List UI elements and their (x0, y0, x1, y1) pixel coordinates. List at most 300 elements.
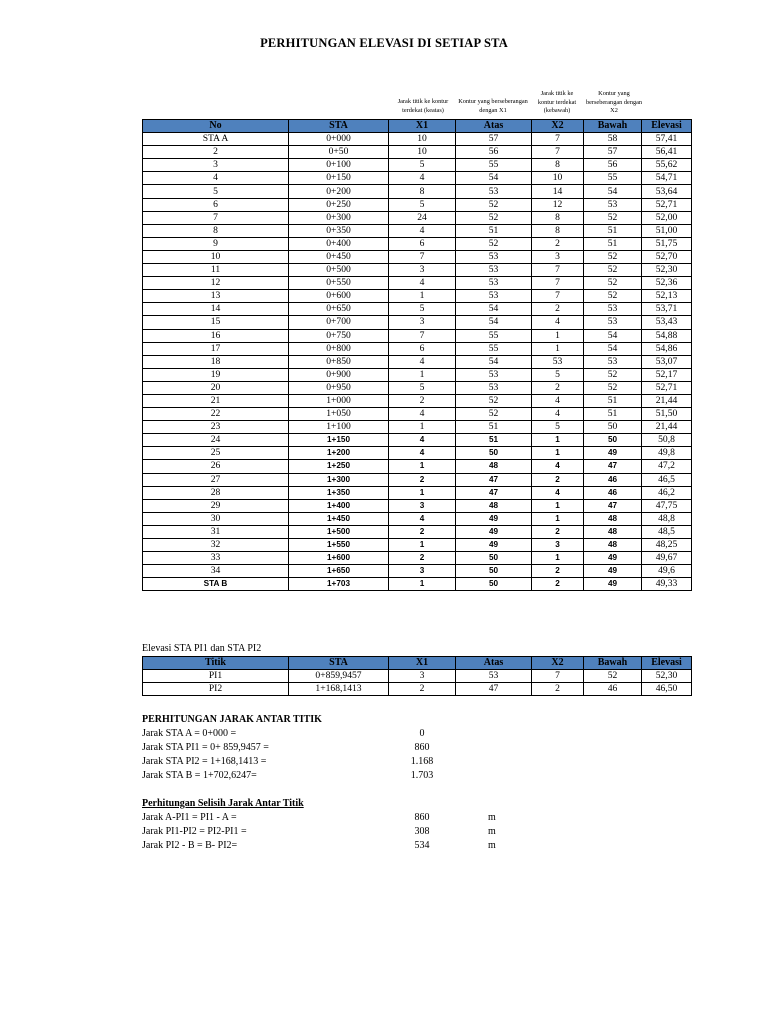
table-row (143, 525, 692, 538)
table-cell: 1 (389, 421, 456, 434)
table-cell: 52 (584, 250, 642, 263)
table-cell: 0+850 (289, 355, 389, 368)
table-cell: 50 (584, 421, 642, 434)
table-cell: 2 (389, 394, 456, 407)
table-row (143, 460, 692, 473)
column-header: Titik (143, 657, 289, 670)
column-header: X2 (532, 657, 584, 670)
table-cell: 2 (389, 683, 456, 696)
table-cell: 1+500 (289, 525, 389, 538)
table-cell: 3 (389, 565, 456, 578)
table-cell: 53 (584, 303, 642, 316)
table-cell: 0+200 (289, 185, 389, 198)
table-cell: 2 (532, 525, 584, 538)
table-cell: 53,64 (642, 185, 692, 198)
calc-label: Jarak STA B = 1+702,6247= (142, 770, 257, 781)
table-cell: 3 (389, 670, 456, 683)
column-header: No (143, 120, 289, 133)
table-cell: 0+750 (289, 329, 389, 342)
table-cell: 2 (532, 683, 584, 696)
table-cell: 1+150 (289, 434, 389, 447)
table-cell: 0+150 (289, 172, 389, 185)
table-cell: 56 (456, 146, 532, 159)
table-cell: 52,70 (642, 250, 692, 263)
table-cell: 5 (389, 159, 456, 172)
table-cell: 8 (532, 224, 584, 237)
table-cell: 53,43 (642, 316, 692, 329)
table-row (143, 224, 692, 237)
table-cell: 29 (143, 499, 289, 512)
table-cell: 55 (456, 342, 532, 355)
table-cell: 16 (143, 329, 289, 342)
table-cell: 0+100 (289, 159, 389, 172)
table-cell: 52 (584, 368, 642, 381)
column-header: X1 (389, 657, 456, 670)
table-cell: 54,88 (642, 329, 692, 342)
table-cell: 7 (389, 329, 456, 342)
table-cell: STA B (143, 578, 289, 591)
table-cell: 1 (389, 368, 456, 381)
table-cell: 52,36 (642, 277, 692, 290)
table-cell: 0+600 (289, 290, 389, 303)
table-cell: 1+350 (289, 486, 389, 499)
table-cell: 47 (584, 460, 642, 473)
table-cell: 49,6 (642, 565, 692, 578)
table-row (143, 185, 692, 198)
table-cell: 51 (584, 408, 642, 421)
table-cell: 52 (456, 198, 532, 211)
table-row (143, 211, 692, 224)
table-cell: 55 (584, 172, 642, 185)
table-row (143, 394, 692, 407)
table-cell: 57 (456, 133, 532, 146)
calc-value: 1.703 (410, 770, 434, 781)
table-row (143, 198, 692, 211)
table-cell: 52 (584, 264, 642, 277)
table-cell: 2 (532, 237, 584, 250)
table-cell: 1 (389, 486, 456, 499)
calc-label: Jarak STA A = 0+000 = (142, 728, 237, 739)
table-cell: 6 (143, 198, 289, 211)
table-cell: 52,17 (642, 368, 692, 381)
table-cell: 47 (456, 473, 532, 486)
table-cell: 0+700 (289, 316, 389, 329)
table-cell: 56 (584, 159, 642, 172)
table-row (143, 683, 692, 696)
table-cell: 49 (456, 539, 532, 552)
table-cell: 4 (389, 355, 456, 368)
table-cell: 56,41 (642, 146, 692, 159)
table-row (143, 565, 692, 578)
table-cell: 7 (389, 250, 456, 263)
table-cell: 54 (584, 329, 642, 342)
calc-unit: m (488, 840, 496, 851)
table-cell: 4 (532, 316, 584, 329)
table-cell: 54 (584, 342, 642, 355)
table-cell: 47 (456, 683, 532, 696)
table-row (143, 159, 692, 172)
table-cell: 0+650 (289, 303, 389, 316)
table2-label: Elevasi STA PI1 dan STA PI2 (142, 643, 262, 654)
table-cell: 48 (584, 539, 642, 552)
note-atas: Kontur yang berseberangan dengan X1 (458, 98, 528, 114)
table-cell: 22 (143, 408, 289, 421)
table-cell: 3 (532, 250, 584, 263)
table-cell: 7 (532, 277, 584, 290)
table-cell: 24 (389, 211, 456, 224)
table-cell: 30 (143, 512, 289, 525)
table-cell: 55,62 (642, 159, 692, 172)
table-row (143, 499, 692, 512)
table-row (143, 434, 692, 447)
table-cell: 11 (143, 264, 289, 277)
table-cell: 49 (584, 578, 642, 591)
table-cell: 7 (532, 670, 584, 683)
table-row (143, 408, 692, 421)
calc-unit: m (488, 826, 496, 837)
table-cell: 51 (456, 434, 532, 447)
table-cell: 4 (143, 172, 289, 185)
table-cell: 4 (389, 277, 456, 290)
page-title: PERHITUNGAN ELEVASI DI SETIAP STA (260, 36, 508, 50)
table-cell: 1 (532, 342, 584, 355)
table-row (143, 670, 692, 683)
table-header-row (143, 120, 692, 133)
table-cell: 46 (584, 473, 642, 486)
table-cell: 52 (456, 408, 532, 421)
table-row (143, 237, 692, 250)
column-header: STA (289, 657, 389, 670)
table-row (143, 578, 692, 591)
table-cell: 0+900 (289, 368, 389, 381)
table-cell: 1+100 (289, 421, 389, 434)
table-cell: 57,41 (642, 133, 692, 146)
table-cell: PI2 (143, 683, 289, 696)
table-cell: 1+400 (289, 499, 389, 512)
table-row (143, 355, 692, 368)
table-cell: 2 (532, 303, 584, 316)
table-row (143, 512, 692, 525)
table-cell: 5 (389, 303, 456, 316)
table-cell: 53 (584, 316, 642, 329)
table-cell: 4 (532, 408, 584, 421)
table-cell: PI1 (143, 670, 289, 683)
table-cell: 54 (456, 172, 532, 185)
table-cell: 53 (456, 277, 532, 290)
table-row (143, 473, 692, 486)
table-row (143, 381, 692, 394)
selisih-heading: Perhitungan Selisih Jarak Antar Titik (142, 798, 304, 809)
table-cell: 1 (389, 539, 456, 552)
table-cell: 51 (584, 224, 642, 237)
table-cell: 52,13 (642, 290, 692, 303)
table-cell: 4 (389, 434, 456, 447)
calc-value: 534 (414, 840, 430, 851)
note-x2: Jarak titik ke kontur terdekat (kebawah) (537, 90, 577, 114)
table-cell: 2 (389, 525, 456, 538)
table-cell: 53,07 (642, 355, 692, 368)
table-cell: 4 (389, 408, 456, 421)
table-cell: 52,71 (642, 381, 692, 394)
table-cell: 4 (389, 447, 456, 460)
table-row (143, 133, 692, 146)
table-cell: 53 (456, 250, 532, 263)
table-cell: 1+550 (289, 539, 389, 552)
table-cell: 4 (532, 460, 584, 473)
table-cell: 49 (456, 512, 532, 525)
table-cell: 21,44 (642, 421, 692, 434)
table-cell: 7 (532, 264, 584, 277)
table-cell: 12 (143, 277, 289, 290)
table-cell: 6 (389, 342, 456, 355)
table-cell: 55 (456, 329, 532, 342)
table-cell: 2 (143, 146, 289, 159)
table-cell: 47 (456, 486, 532, 499)
table-cell: 54,71 (642, 172, 692, 185)
table-cell: 53 (584, 198, 642, 211)
table-cell: 28 (143, 486, 289, 499)
table-cell: 5 (143, 185, 289, 198)
table-cell: 57 (584, 146, 642, 159)
table-cell: 10 (389, 133, 456, 146)
table-row (143, 342, 692, 355)
column-header: X1 (389, 120, 456, 133)
table-cell: 2 (389, 473, 456, 486)
table-cell: 8 (143, 224, 289, 237)
table-cell: 24 (143, 434, 289, 447)
table-cell: 2 (532, 473, 584, 486)
table-cell: 0+800 (289, 342, 389, 355)
calc-value: 0 (419, 728, 425, 739)
table-cell: 48,5 (642, 525, 692, 538)
table-row (143, 329, 692, 342)
column-header: Atas (456, 657, 532, 670)
jarak-section (142, 714, 322, 725)
table-cell: 54 (456, 303, 532, 316)
table-cell: 50 (456, 578, 532, 591)
table-cell: 32 (143, 539, 289, 552)
table-cell: 48,25 (642, 539, 692, 552)
table-cell: 20 (143, 381, 289, 394)
table-cell: 53,71 (642, 303, 692, 316)
table-cell: 50 (456, 552, 532, 565)
table-cell: 54 (456, 355, 532, 368)
calc-value: 860 (414, 742, 430, 753)
table-cell: 0+550 (289, 277, 389, 290)
table-cell: 47,2 (642, 460, 692, 473)
table-cell: 33 (143, 552, 289, 565)
table-cell: 17 (143, 342, 289, 355)
table-header-row (143, 657, 692, 670)
table-cell: 4 (389, 224, 456, 237)
table-cell: 7 (532, 290, 584, 303)
table-cell: 1 (532, 552, 584, 565)
table-cell: 1 (532, 329, 584, 342)
table-cell: 48 (584, 525, 642, 538)
column-header: Elevasi (642, 657, 692, 670)
table-cell: 2 (532, 381, 584, 394)
table-cell: 5 (532, 368, 584, 381)
table-cell: 52 (584, 277, 642, 290)
table-cell: 58 (584, 133, 642, 146)
table-cell: 1+000 (289, 394, 389, 407)
table-cell: 55 (456, 159, 532, 172)
table-cell: 2 (532, 565, 584, 578)
table-cell: 1+168,1413 (289, 683, 389, 696)
table-cell: 52 (584, 670, 642, 683)
table-cell: 1 (389, 460, 456, 473)
table-cell: 1+450 (289, 512, 389, 525)
table-cell: 0+50 (289, 146, 389, 159)
table-cell: 53 (456, 185, 532, 198)
table-cell: 1 (532, 434, 584, 447)
table-cell: 21,44 (642, 394, 692, 407)
table-cell: 50 (584, 434, 642, 447)
table-cell: 51 (456, 421, 532, 434)
table-cell: 0+300 (289, 211, 389, 224)
table-cell: 0+350 (289, 224, 389, 237)
table-cell: 26 (143, 460, 289, 473)
elevation-table (142, 119, 692, 591)
table-cell: 1 (532, 499, 584, 512)
table-cell: 2 (532, 578, 584, 591)
table-cell: 1 (389, 578, 456, 591)
table-cell: 0+250 (289, 198, 389, 211)
table-cell: 49 (584, 565, 642, 578)
table-cell: 10 (532, 172, 584, 185)
table-cell: 0+400 (289, 237, 389, 250)
table-cell: 19 (143, 368, 289, 381)
table-cell: 8 (532, 159, 584, 172)
table-cell: 46 (584, 486, 642, 499)
table-cell: 53 (456, 670, 532, 683)
table-cell: 5 (389, 198, 456, 211)
table-cell: 0+500 (289, 264, 389, 277)
calc-label: Jarak STA PI1 = 0+ 859,9457 = (142, 742, 269, 753)
table-cell: 34 (143, 565, 289, 578)
table-row (143, 250, 692, 263)
table-row (143, 290, 692, 303)
table-cell: 51 (584, 237, 642, 250)
table-cell: 52,30 (642, 264, 692, 277)
table-cell: 27 (143, 473, 289, 486)
table-cell: 6 (389, 237, 456, 250)
table-row (143, 264, 692, 277)
table-cell: 46,2 (642, 486, 692, 499)
table-row (143, 486, 692, 499)
table-cell: 51,50 (642, 408, 692, 421)
column-header: Bawah (584, 657, 642, 670)
table-cell: 31 (143, 525, 289, 538)
table-row (143, 277, 692, 290)
table-row (143, 368, 692, 381)
table-cell: 8 (532, 211, 584, 224)
table-cell: 3 (389, 316, 456, 329)
calc-label: Jarak PI1-PI2 = PI2-PI1 = (142, 826, 247, 837)
table-cell: 1 (389, 290, 456, 303)
table-cell: 54,86 (642, 342, 692, 355)
table-cell: 0+450 (289, 250, 389, 263)
table-cell: 0+859,9457 (289, 670, 389, 683)
calc-value: 1.168 (410, 756, 434, 767)
column-notes (0, 88, 768, 120)
calc-value: 860 (414, 812, 430, 823)
table-cell: 52 (584, 290, 642, 303)
table-cell: 12 (532, 198, 584, 211)
table-cell: 4 (389, 172, 456, 185)
jarak-heading: PERHITUNGAN JARAK ANTAR TITIK (142, 714, 322, 725)
table-cell: 53 (456, 264, 532, 277)
table-cell: 50 (456, 447, 532, 460)
table-cell: 7 (532, 146, 584, 159)
calc-label: Jarak STA PI2 = 1+168,1413 = (142, 756, 267, 767)
table-cell: 1 (532, 447, 584, 460)
table-cell: 7 (143, 211, 289, 224)
table-cell: 53 (532, 355, 584, 368)
table-cell: STA A (143, 133, 289, 146)
table-cell: 49 (584, 552, 642, 565)
table-cell: 1 (532, 512, 584, 525)
table-cell: 0+000 (289, 133, 389, 146)
table-cell: 50 (456, 565, 532, 578)
table-cell: 8 (389, 185, 456, 198)
column-header: Bawah (584, 120, 642, 133)
table-cell: 49,33 (642, 578, 692, 591)
table-cell: 52 (584, 381, 642, 394)
table-cell: 1+200 (289, 447, 389, 460)
table-cell: 4 (532, 486, 584, 499)
table-cell: 54 (456, 316, 532, 329)
table-cell: 14 (532, 185, 584, 198)
table-cell: 0+950 (289, 381, 389, 394)
table-row (143, 316, 692, 329)
table-cell: 1+250 (289, 460, 389, 473)
table-cell: 21 (143, 394, 289, 407)
table-cell: 23 (143, 421, 289, 434)
table-cell: 51 (456, 224, 532, 237)
table-cell: 7 (532, 133, 584, 146)
table-cell: 25 (143, 447, 289, 460)
table-cell: 49,67 (642, 552, 692, 565)
table-cell: 46 (584, 683, 642, 696)
table-cell: 52,00 (642, 211, 692, 224)
calc-label: Jarak A-PI1 = PI1 - A = (142, 812, 237, 823)
table-cell: 47 (584, 499, 642, 512)
calc-label: Jarak PI2 - B = B- PI2= (142, 840, 238, 851)
column-header: STA (289, 120, 389, 133)
table-cell: 1+650 (289, 565, 389, 578)
table-row (143, 552, 692, 565)
table-cell: 52 (584, 211, 642, 224)
table-cell: 10 (389, 146, 456, 159)
table-cell: 49 (456, 525, 532, 538)
calc-value: 308 (414, 826, 430, 837)
table-cell: 5 (389, 381, 456, 394)
table-row (143, 539, 692, 552)
column-header: X2 (532, 120, 584, 133)
table-cell: 1+703 (289, 578, 389, 591)
table-cell: 3 (143, 159, 289, 172)
column-header: Atas (456, 120, 532, 133)
table-cell: 2 (389, 552, 456, 565)
table-cell: 52 (456, 211, 532, 224)
table-cell: 48,8 (642, 512, 692, 525)
note-x1: Jarak titik ke kontur terdekat (keatas) (397, 98, 449, 114)
table-cell: 10 (143, 250, 289, 263)
table-cell: 52 (456, 237, 532, 250)
calc-unit: m (488, 812, 496, 823)
table-row (143, 421, 692, 434)
